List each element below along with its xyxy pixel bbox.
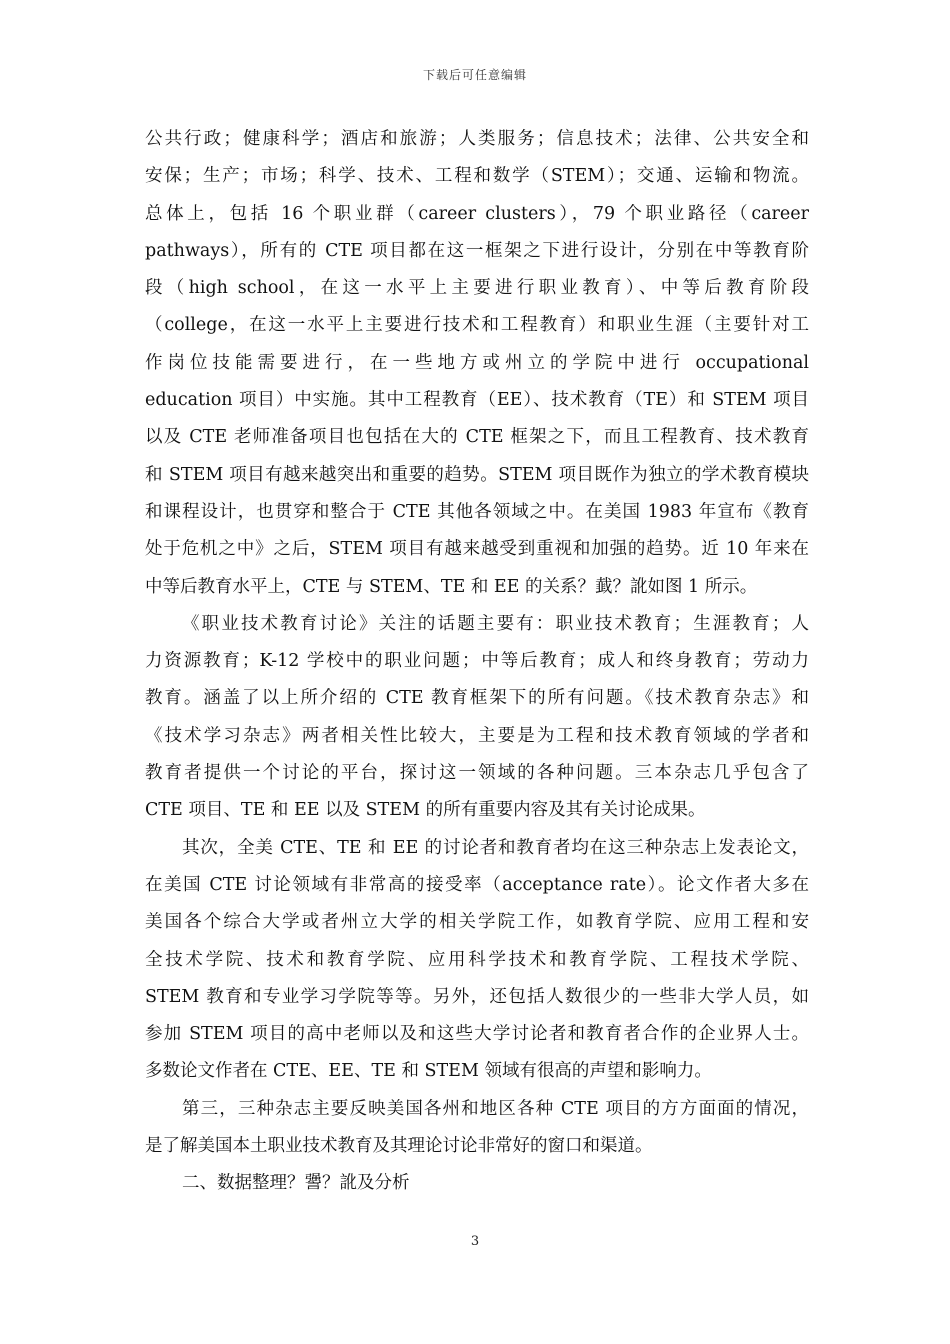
text-line: 参加 STEM 项目的高中老师以及和这些大学讨论者和教育者合作的企业界人士。 <box>145 1024 809 1045</box>
text-line: 作岗位技能需要进行，在一些地方或州立的学院中进行 occupational <box>145 352 809 373</box>
text-line: CTE 项目、TE 和 EE 以及 STEM 的所有重要内容及其有关讨论成果。 <box>145 800 706 821</box>
text-line: 以及 CTE 老师准备项目也包括在大的 CTE 框架之下，而且工程教育、技术教育 <box>145 427 809 448</box>
text-line: 总体上，包括 16 个职业群（career clusters），79 个职业路径（career <box>145 203 809 224</box>
text-line: STEM 教育和专业学习学院等等。另外，还包括人数很少的一些非大学人员，如 <box>145 986 809 1007</box>
text-line: 段（high school，在这一水平上主要进行职业教育）、中等后教育阶段 <box>145 278 809 299</box>
body-text <box>145 121 809 1203</box>
text-line: 力资源教育；K-12 学校中的职业问题；中等后教育；成人和终身教育；劳动力 <box>145 651 809 672</box>
text-line: 多数论文作者在 CTE、EE、TE 和 STEM 领域有很高的声望和影响力。 <box>145 1061 712 1082</box>
text-line: 和课程设计，也贯穿和整合于 CTE 其他各领域之中。在美国 1983 年宣布《教育 <box>145 501 809 522</box>
text-line: 处于危机之中》之后，STEM 项目有越来越受到重视和加强的趋势。近 10 年来在 <box>145 539 809 560</box>
text-line: pathways），所有的 CTE 项目都在这一框架之下进行设计，分别在中等教育阶 <box>145 240 809 261</box>
text-line: （college，在这一水平上主要进行技术和工程教育）和职业生涯（主要针对工 <box>145 315 809 336</box>
page-header: 下载后可任意编辑 <box>422 68 527 82</box>
text-line: 其次，全美 CTE、TE 和 EE 的讨论者和教育者均在这三种杂志上发表论文， <box>182 837 809 858</box>
text-line: 全技术学院、技术和教育学院、应用科学技术和教育学院、工程技术学院、 <box>145 949 809 970</box>
text-line: 《职业技术教育讨论》关注的话题主要有：职业技术教育；生涯教育；人 <box>182 613 809 634</box>
text-line: 教育。涵盖了以上所介绍的 CTE 教育框架下的所有问题。《技术教育杂志》和 <box>145 688 809 709</box>
text-line: 在美国 CTE 讨论领域有非常高的接受率（acceptance rate）。论文作者大多在 <box>145 874 809 895</box>
text-line: 安保；生产；市场；科学、技术、工程和数学（STEM）；交通、运输和物流。 <box>145 166 809 187</box>
text-line: 公共行政；健康科学；酒店和旅游；人类服务；信息技术；法律、公共安全和 <box>145 129 809 149</box>
text-line: 第三，三种杂志主要反映美国各州和地区各种 CTE 项目的方方面面的情况， <box>182 1098 809 1119</box>
text-line: 美国各个综合大学或者州立大学的相关学院工作，如教育学院、应用工程和安 <box>145 912 809 933</box>
text-line: 和 STEM 项目有越来越突出和重要的趋势。STEM 项目既作为独立的学术教育模块 <box>145 464 809 485</box>
text-line: 是了解美国本土职业技术教育及其理论讨论非常好的窗口和渠道。 <box>145 1136 653 1157</box>
text-line: 教育者提供一个讨论的平台，探讨这一领域的各种问题。三本杂志几乎包含了 <box>145 763 809 784</box>
page-number: 3 <box>470 1234 480 1249</box>
section-heading: 二、数据整理？謽？訛及分析 <box>182 1173 410 1194</box>
text-line: 中等后教育水平上，CTE 与 STEM、TE 和 EE 的关系？韯？訛如图 1 所示。 <box>145 576 758 597</box>
text-line: education 项目）中实施。其中工程教育（EE）、技术教育（TE）和 STEM 项目 <box>145 390 809 411</box>
text-line: 《技术学习杂志》两者相关性比较大，主要是为工程和技术教育领域的学者和 <box>145 725 809 746</box>
